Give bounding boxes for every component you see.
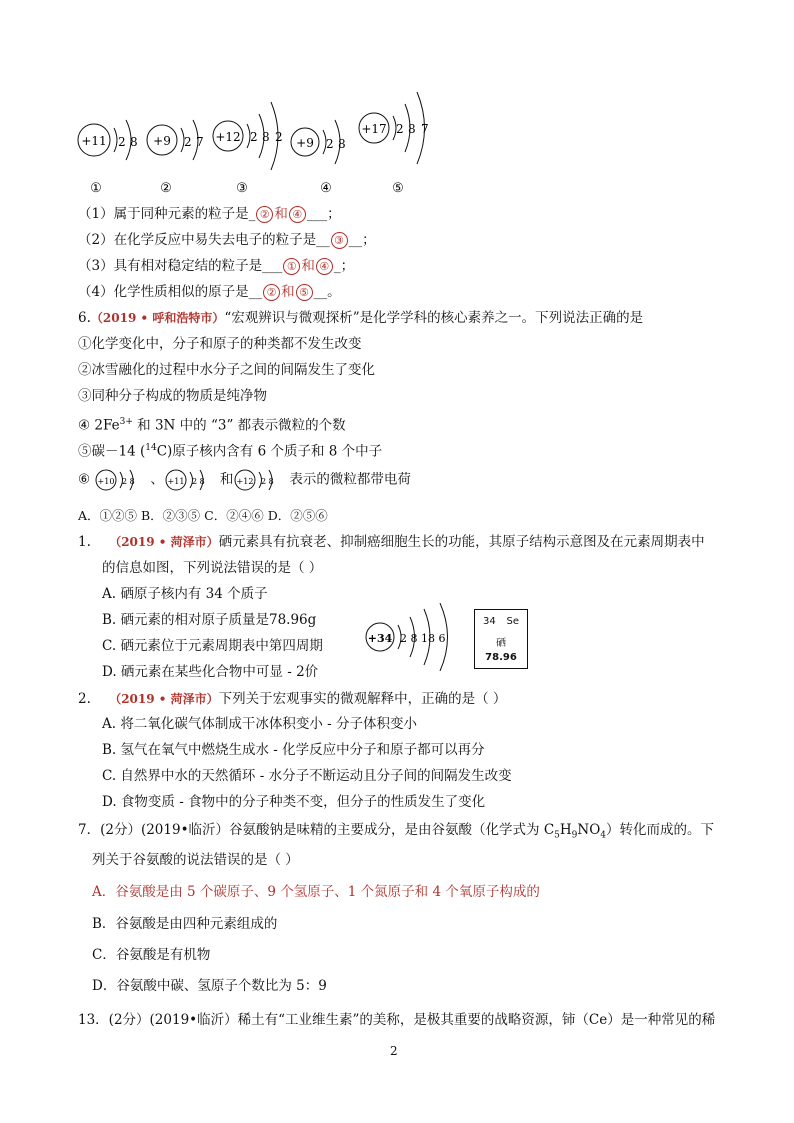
selenium-nucleus: +34 [367,632,393,645]
atom-5-shell-2: 8 [408,122,416,136]
atom-4-shell-2: 8 [338,137,346,151]
q1-option-d: D. 硒元素在某些化合物中可显 - 2价 [102,664,319,680]
q6-s4-tail: 和 3N 中的 “3” 都表示微粒的个数 [132,417,346,434]
q5-l1-tail: ___； [306,206,341,222]
atom-2-shell-1: 2 [184,135,192,149]
q5-l1-text: （1）属于同种元素的粒子是_ [78,206,256,222]
atom-4-mark: ④ [320,181,332,196]
q6-s6-separator-1: 、 [150,471,164,488]
q2-stem-text: 下列关于宏观事实的微观解释中，正确的是（ ） [218,691,507,707]
q1-stem-text-1: 硒元素具有抗衰老、抑制癌细胞生长的功能，其原子结构示意图及在元素周期表中 [218,534,705,550]
q5-line-3 [78,256,354,276]
q7-formula-c-count: 5 [554,830,560,841]
q5-l2-tail: __； [348,232,376,248]
ion-diagram-sodium [164,468,220,492]
ion-1-nucleus: +10 [97,477,115,486]
q5-l4-tail: __。 [313,284,341,300]
periodic-table-cell-selenium [474,609,528,669]
q5-line-4 [78,282,341,302]
atom-diagrams-figure [70,88,450,198]
atom-diagram-2 [147,120,204,196]
q2-number: 2. [78,691,91,707]
ion-1-shells: 2 8 [122,477,136,486]
q7-formula-o-count: 4 [600,830,607,841]
atom-5-mark: ⑤ [392,181,404,196]
q6-statement-4 [78,412,346,436]
q2-option-b: B. 氢气在氧气中燃烧生成水 - 化学反应中分子和原子都可以再分 [102,742,485,758]
q5-l3-answer-1: ① [283,258,300,275]
q1-stem-line-1 [78,532,705,552]
ion-2-shells: 2 8 [191,477,205,486]
q6-stem [78,308,643,328]
q2-option-a: A. 将二氧化碳气体制成干冰体积变小 - 分子体积变小 [102,716,417,732]
q6-options: A．①②⑤ B．②③⑤ C．②④⑥ D．②⑤⑥ [78,508,328,523]
q1-source: （2019 • 菏泽市） [109,535,219,549]
q6-s6-separator-2: 和 [219,471,234,488]
q6-statement-2: ②冰雪融化的过程中水分子之间的间隔发生了变化 [78,362,375,378]
q7-stem-line-2: 列关于谷氨酸的说法错误的是（ ） [92,852,299,868]
q5-l3-answer-2: ④ [316,258,333,275]
q1-stem-line-2: 的信息如图，下列说法错误的是（ ） [102,560,323,576]
element-name: 硒 [496,638,506,649]
atom-3-nucleus: +12 [215,130,241,144]
q1-number: 1. [78,534,91,550]
atom-diagram-1 [78,120,138,196]
atom-2-mark: ② [160,181,172,196]
q6-stem-text: “宏观辨识与微观探析”是化学学科的核心素养之一。下列说法正确的是 [224,310,644,326]
element-symbol: Se [506,616,519,627]
atom-1-shell-1: 2 [118,135,126,149]
atom-1-shell-2: 8 [130,135,138,149]
ion-3-shells: 2 8 [261,477,275,486]
q6-number: 6. [78,310,91,326]
atom-4-shell-1: 2 [326,137,334,151]
q6-statement-5 [78,438,382,462]
atom-3-shell-2: 8 [262,130,270,144]
atom-2-shell-2: 7 [196,135,204,149]
q13-stem-line-1: 13．(2分）(2019•临沂）稀土有“工业维生素”的美称，是极其重要的战略资源，铈（Ce）是一种常见的稀 [78,1012,716,1028]
atomic-mass: 78.96 [485,652,517,663]
ion-3-nucleus: +12 [236,477,254,486]
q7-option-a: A．谷氨酸是由 5 个碳原子、9 个氢原子、1 个氮原子和 4 个氧原子构成的 [92,884,540,900]
q5-l1-answer-2: ④ [289,206,306,223]
q2-source: （2019 • 菏泽市） [109,692,219,706]
q6-s5-text: ⑤碳－14 ( [78,443,146,460]
q6-statement-1: ①化学变化中，分子和原子的种类都不发生改变 [78,336,362,352]
q1-option-a: A. 硒原子核内有 34 个质子 [102,586,268,602]
q2-stem [78,689,506,709]
selenium-atom-diagram [362,603,462,671]
atom-1-nucleus: +11 [81,134,107,148]
atom-diagram-5 [359,92,429,196]
atom-4-nucleus: +9 [296,136,314,150]
q2-option-d: D. 食物变质 - 食物中的分子种类不变，但分子的性质发生了变化 [102,794,486,810]
atom-5-nucleus: +17 [361,122,387,136]
q5-l4-answer-2: ⑤ [296,284,313,301]
atom-3-shell-1: 2 [250,130,258,144]
q1-option-c: C. 硒元素位于元素周期表中第四周期 [102,638,323,654]
q5-l4-text: （4）化学性质相似的原子是__ [78,284,263,300]
q6-source: （2019 • 呼和浩特市） [90,311,225,325]
q5-l1-answer-1: ② [256,206,273,223]
ion-diagram-magnesium [233,468,289,492]
atom-3-mark: ③ [236,181,248,196]
atom-diagram-4 [291,120,346,196]
q7-option-c: C．谷氨酸是有机物 [92,947,211,963]
q5-line-2 [78,230,376,250]
atom-5-shell-3: 7 [421,122,429,136]
atom-3-shell-3: 2 [275,130,283,144]
q6-s4-text: ④ 2Fe [78,417,120,434]
selenium-shells: 2 8 18 6 [400,632,446,645]
ion-2-nucleus: +11 [167,477,185,486]
q6-s5-mass-number: 14 [145,443,157,453]
q5-l3-and: 和 [301,258,315,274]
q2-option-c: C. 自然界中水的天然循环 - 水分子不断运动且分子间的间隔发生改变 [102,768,512,784]
q7-stem-text: 7．(2分）(2019•临沂）谷氨酸钠是味精的主要成分，是由谷氨酸（化学式为 C [78,822,555,838]
q5-l1-and: 和 [274,206,288,222]
q1-option-b: B. 硒元素的相对原子质量是78.96g [102,612,317,628]
q5-l3-tail: _； [333,258,355,274]
page-number: 2 [390,1044,398,1058]
q5-line-1 [78,204,341,224]
q5-l4-answer-1: ② [263,284,280,301]
q7-stem-tail: ）转化而成的。下 [606,822,715,838]
atomic-number: 34 [483,616,496,627]
q7-stem-line-1 [78,820,714,846]
q6-s6-mark: ⑥ [78,471,91,488]
atom-diagram-3 [213,102,283,196]
q5-l2-text: （2）在化学反应中易失去电子的粒子是__ [78,232,330,248]
atom-5-shell-1: 2 [396,122,404,136]
q6-s4-charge: 3+ [119,417,133,427]
atom-1-mark: ① [90,181,102,196]
atom-2-nucleus: +9 [153,134,171,148]
q7-option-d: D．谷氨酸中碳、氢原子个数比为 5：9 [92,978,327,994]
q7-formula-no: NO [577,822,601,838]
q5-l3-text: （3）具有相对稳定结的粒子是___ [78,258,283,274]
q7-option-b: B．谷氨酸是由四种元素组成的 [92,916,278,932]
q5-l4-and: 和 [281,284,295,300]
q6-s5-tail: C)原子核内含有 6 个质子和 8 个中子 [156,443,383,460]
q7-formula-h: H [559,822,572,838]
q6-statement-3: ③同种分子构成的物质是纯净物 [78,388,267,404]
ion-diagram-neon [94,468,150,492]
q6-s6-tail: 表示的微粒都带电荷 [289,471,411,488]
q6-statement-6 [78,468,411,494]
q7-formula-h-count: 9 [571,830,578,841]
q5-l2-answer: ③ [331,232,348,249]
